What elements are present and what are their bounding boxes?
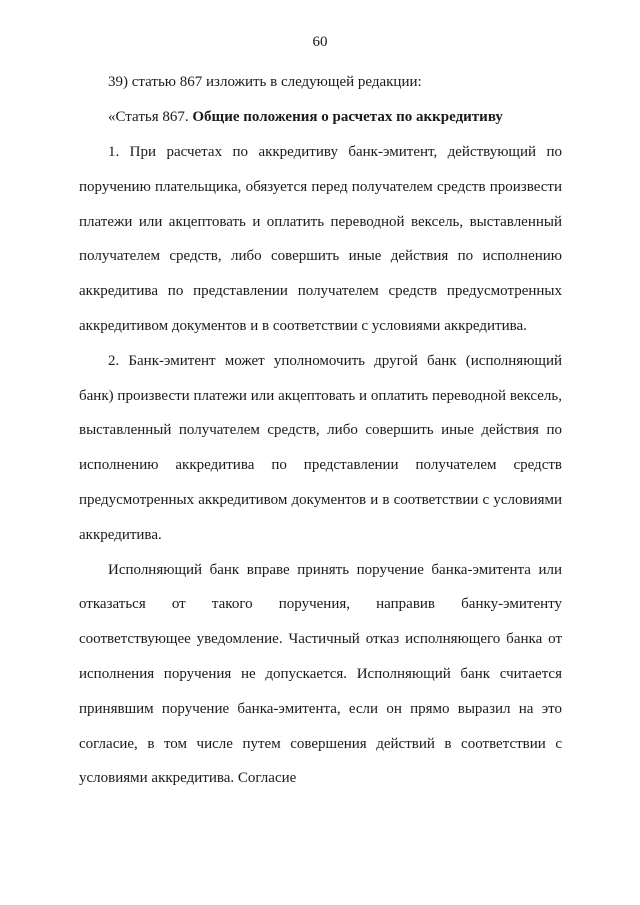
article-heading bbox=[79, 100, 562, 135]
paragraph-1: 1. При расчетах по аккредитиву банк-эмитент, действующий по поручению плательщика, обязуется перед получателем средств произвести платежи или акцептовать и оплатить переводной вексель, выставленный получателем средств, либо совершить иные действия по исполнению аккредитива по представлении получателем средств предусмотренных аккредитивом документов и в соответствии с условиями аккредитива. bbox=[79, 144, 562, 334]
intro-line: 39) статью 867 изложить в следующей редакции: bbox=[108, 74, 422, 90]
paragraph-3: Исполняющий банк вправе принять поручение банка-эмитента или отказаться от такого поручения, направив банку-эмитенту соответствующее уведомление. Частичный отказ исполняющего банка от исполнения поручения не допускается. Исполняющий банк считается принявшим поручение банка-эмитента, если он прямо выразил на это согласие, в том числе путем совершения действий в соответствии с условиями аккредитива. Согласие bbox=[79, 561, 562, 787]
article-body bbox=[79, 135, 562, 796]
article-prefix: «Статья 867. bbox=[108, 109, 189, 125]
paragraph-2: 2. Банк-эмитент может уполномочить другой банк (исполняющий банк) произвести платежи или акцептовать и оплатить переводной вексель, выставленный получателем средств, либо совершить иные действия по исполнению аккредитива по представлении получателем средств предусмотренных аккредитивом документов и в соответствии с условиями аккредитива. bbox=[79, 352, 562, 543]
article-title: Общие положения о расчетах по аккредитиву bbox=[192, 109, 503, 125]
page-number: 60 bbox=[312, 34, 328, 50]
